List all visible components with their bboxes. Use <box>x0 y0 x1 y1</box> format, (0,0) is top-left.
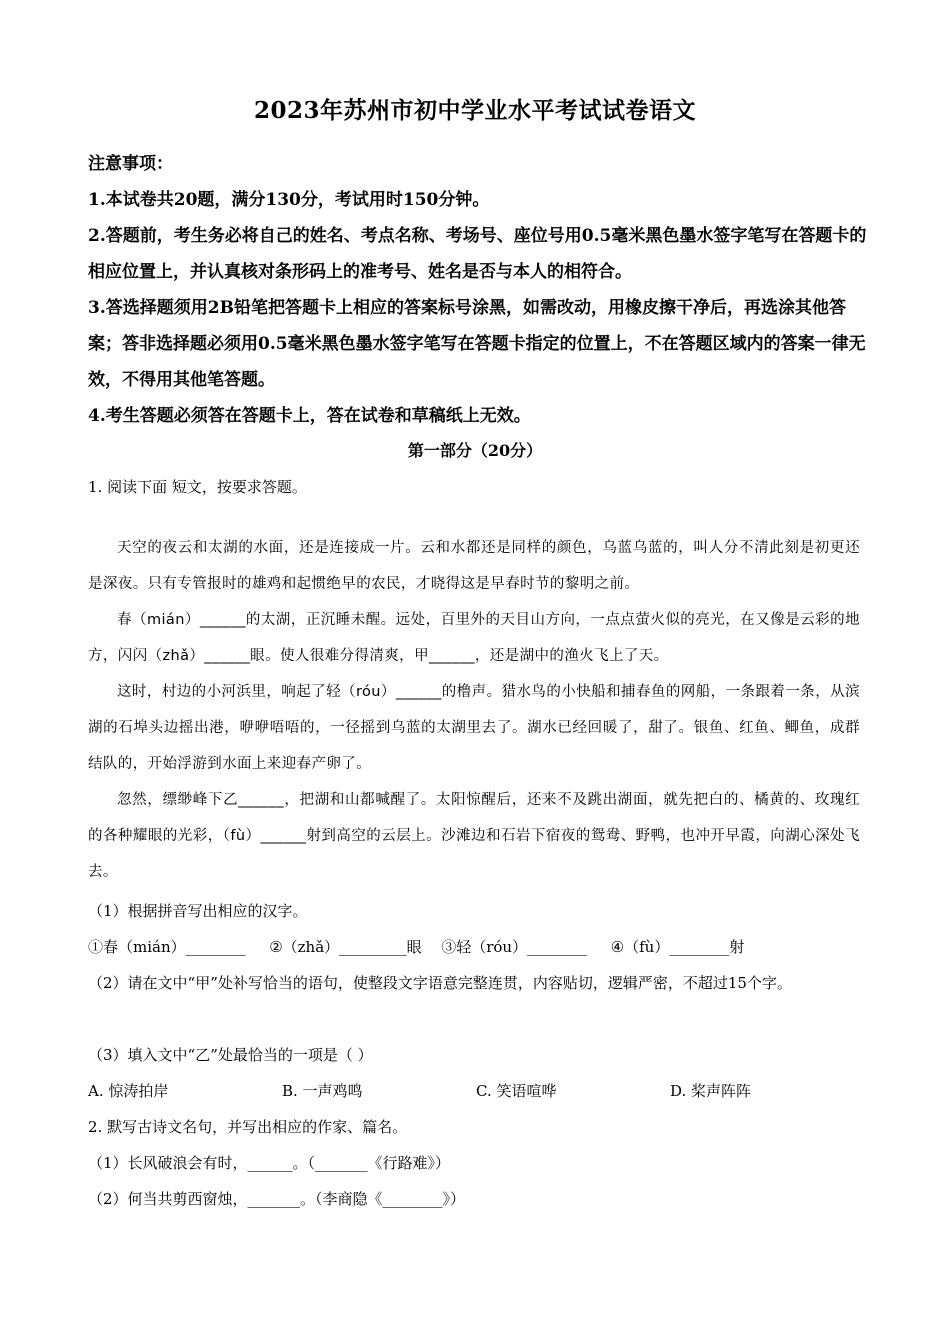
poem-fill-item: （1）长风破浪会有时，______。（_______《行路难》） <box>88 1154 451 1172</box>
option-c: C. 笑语喧哗 <box>476 1082 557 1100</box>
option-d: D. 桨声阵阵 <box>670 1082 752 1100</box>
options-row <box>88 1073 868 1109</box>
question-2-heading: 2. 默写古诗文名句，并写出相应的作家、篇名。 <box>88 1118 408 1136</box>
sub-question-3: （3）填入文中“乙”处最恰当的一项是（ ） <box>88 1046 373 1064</box>
notice-heading: 注意事项： <box>88 154 173 174</box>
section-title: 第一部分（20分） <box>407 441 543 460</box>
exam-title: 2023年苏州市初中学业水平考试试卷语文 <box>253 97 696 124</box>
option-a: A. 惊涛拍岸 <box>88 1082 169 1100</box>
notice-block <box>88 146 868 434</box>
question-lines <box>88 893 868 1217</box>
sub-question-2: （2）请在文中“甲”处补写恰当的语句，使整段文字语意完整连贯，内容贴切，逻辑严密，不超过15个字。 <box>88 974 792 992</box>
passage-paragraph: 天空的夜云和太湖的水面，还是连接成一片。云和水都还是同样的颜色，乌蓝乌蓝的，叫人分不清此刻是初更还是深夜。只有专管报时的雄鸡和起惯绝早的农民，才晓得这是早春时节的黎明之前。 <box>88 540 860 592</box>
notice-item: 2.答题前，考生务必将自己的姓名、考点名称、考场号、座位号用0.5毫米黑色墨水签字笔写在答题卡的相应位置上，并认真核对条形码上的准考号、姓名是否与本人的相符合。 <box>88 226 867 282</box>
passage-paragraph: 春（mián）______的太湖，正沉睡未醒。远处，百里外的天目山方向，一点点萤火似的亮光，在又像是云彩的地方，闪闪（zhǎ）______眼。使人很难分得清爽，甲______，还是湖中的渔火飞上了天。 <box>88 612 860 664</box>
passage-paragraph: 忽然，缥缈峰下乙______，把湖和山都喊醒了。太阳惊醒后，还来不及跳出湖面，就先把白的、橘黄的、玫瑰红的各种耀眼的光彩，（fù）______射到高空的云层上。沙滩边和石岩下宿夜的鸳鸯、野鸭，也冲开早霞，向湖心深处飞去。 <box>88 792 860 880</box>
pinyin-fill-row <box>88 929 868 965</box>
fill-item: ④（fù）________射 <box>610 938 745 956</box>
fill-item: ③轻（róu）________ <box>441 938 588 956</box>
notice-item: 1.本试卷共20题，满分130分，考试用时150分钟。 <box>88 190 490 210</box>
fill-item: ②（zhǎ）_________眼 <box>269 938 422 956</box>
poem-fill-item: （2）何当共剪西窗烛，_______。（李商隐《________》） <box>88 1190 466 1208</box>
question-1-heading: 1. 阅读下面 短文，按要求答题。 <box>88 478 307 496</box>
passage-paragraph: 这时，村边的小河浜里，响起了轻（róu）______的橹声。猎水鸟的小快船和捕春鱼的网船，一条跟着一条，从滨湖的石埠头边摇出港，咿咿唔唔的，一径摇到乌蓝的太湖里去了。湖水已经回暖了，甜了。银鱼、红鱼、鲫鱼，成群结队的，开始浮游到水面上来迎春产卵了。 <box>88 684 860 772</box>
fill-item: ①春（mián）________ <box>88 938 246 956</box>
sub-question-1: （1）根据拼音写出相应的汉字。 <box>88 902 308 920</box>
notice-item: 4.考生答题必须答在答题卡上，答在试卷和草稿纸上无效。 <box>88 406 531 426</box>
notice-item: 3.答选择题须用2B铅笔把答题卡上相应的答案标号涂黑，如需改动，用橡皮擦干净后，再选涂其他答案；答非选择题必须用0.5毫米黑色墨水签字笔写在答题卡指定的位置上，不在答题区域内的答案一律无效，不得用其他笔答题。 <box>88 298 866 390</box>
option-b: B. 一声鸡鸣 <box>282 1082 363 1100</box>
reading-passage <box>88 530 860 890</box>
